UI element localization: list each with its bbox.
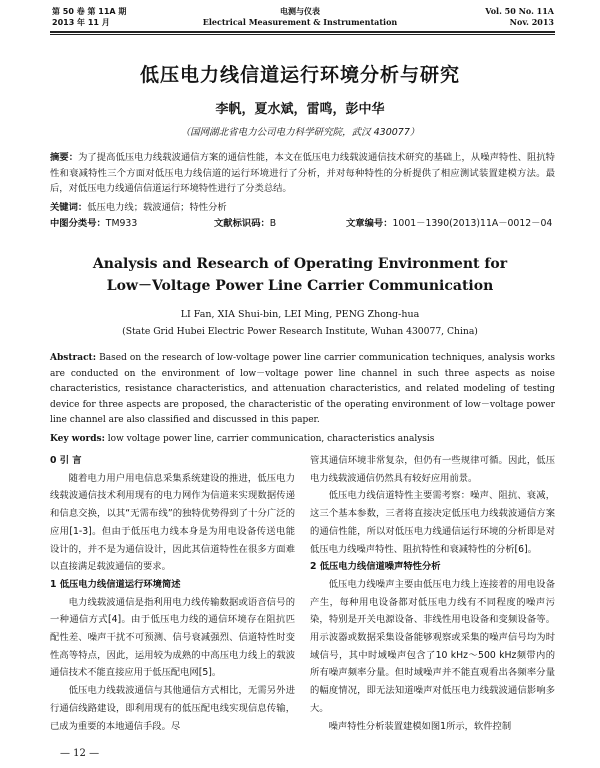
keywords-en-label: Key words: — [50, 434, 105, 444]
header-rule — [50, 31, 555, 33]
section-0-heading: 0 引 言 — [50, 455, 82, 466]
section-1-paragraph-2: 低压电力线载波通信与其他通信方式相比，无需另外进行通信线路建设，即利用现有的低压配电线实现信息传输，已成为重要的本地通信手段。尽 — [50, 685, 295, 732]
journal-name-cn: 电测与仪表 — [280, 7, 320, 16]
section-1-paragraph-2-continued: 管其通信环境非常复杂，但仍有一些规律可循。因此，低压电力线载波通信仍然具有较好应用前景。 — [310, 455, 555, 484]
clc-value: TM933 — [105, 218, 138, 229]
section-2-paragraph-1: 低压电力线噪声主要由低压电力线上连接着的用电设备产生，每种用电设备都对低压电力线有不同程度的噪声污染，特别是开关电源设备、非线性用电设备和变频设备等。用示波器或数据采集设备能够观察或采集的噪声信号均为时域信号，其中时域噪声包含了10 kHz～500 kHz频带内的所有噪声频率分量。但时域噪声并不能直观看出各频率分量的幅度情况，即无法知道噪声对低压电力线载波通信影响多大。 — [310, 578, 555, 714]
abstract-cn-label: 摘要： — [50, 152, 79, 163]
article-no-value: 1001－1390(2013)11A－0012－04 — [392, 218, 553, 229]
doc-code-label: 文献标识码： — [214, 218, 270, 229]
body-left-column — [50, 452, 295, 735]
section-1-heading: 1 低压电力线信道运行环境简述 — [50, 578, 181, 590]
paper-title-en-line1: Analysis and Research of Operating Environment for — [92, 256, 508, 272]
paper-title-cn: 低压电力线信道运行环境分析与研究 — [139, 64, 460, 86]
intro-paragraph: 随着电力用户用电信息采集系统建设的推进，低压电力线载波通信技术利用现有的电力网作为信道来实现数据传递和信息交换，以其“无需布线”的独特优势得到了十分广泛的应用[1-3]。但由于低压电力线本身是为用电设备传送电能设计的，并不是为通信设计，因此其信道特性在很多方面难以直接满足载波通信的要求。 — [50, 472, 295, 573]
issue-info-right: Vol. 50 No. 11A — [485, 6, 554, 16]
abstract-cn — [50, 150, 555, 197]
authors-en: LI Fan, XIA Shui-bin, LEI Ming, PENG Zhong-hua — [180, 309, 420, 320]
keywords-en — [50, 432, 555, 448]
section-2-paragraph-2: 噪声特性分析装置建模如图1所示，软件控制 — [328, 720, 512, 732]
affiliation-cn: （国网湖北省电力公司电力科学研究院，武汉 430077） — [180, 127, 420, 138]
clc-label: 中图分类号： — [50, 218, 106, 229]
issue-date-left: 2013 年 11 月 — [52, 18, 110, 27]
section-1-paragraph-1: 电力线载波通信是指利用电力线传输数据或语音信号的一种通信方式[4]。由于低压电力线的通信环境存在阻抗匹配性差、噪声干扰不可预测、信号衰减强烈、信道特性时变性高等特点，因此，运用较为成熟的中高压电力线上的载波通信技术不能直接应用于低压配电网[5]。 — [50, 596, 295, 679]
section-1-paragraph-3: 低压电力线信道特性主要需考察：噪声、阻抗、衰减，这三个基本参数，三者将直接决定低压电力线载波通信方案的通信性能，所以对低压电力线通信运行环境的分析即是对低压电力线噪声特性、阻抗特性和衰减特性的分析[6]。 — [310, 490, 555, 555]
paper-title-en-line2: Low－Voltage Power Line Carrier Communication — [106, 278, 494, 294]
affiliation-en: (State Grid Hubei Electric Power Research Institute, Wuhan 430077, China) — [122, 326, 478, 337]
abstract-en — [50, 351, 555, 429]
authors-cn: 李帆，夏水斌，雷鸣，彭中华 — [215, 102, 385, 117]
section-2-heading: 2 低压电力线信道噪声特性分析 — [310, 561, 441, 573]
keywords-cn-label: 关键词： — [50, 202, 88, 213]
issue-date-right: Nov. 2013 — [509, 17, 554, 27]
page-number: — 12 — — [60, 748, 100, 759]
keywords-en-text: low voltage power line, carrier communication, characteristics analysis — [107, 434, 435, 444]
keywords-cn — [50, 200, 555, 216]
keywords-cn-text: 低压电力线；载波通信；特性分析 — [87, 202, 227, 213]
body-right-column — [310, 452, 555, 735]
doc-code-value: B — [269, 218, 277, 229]
article-no-label: 文章编号： — [346, 218, 393, 229]
abstract-en-label: Abstract: — [50, 353, 97, 363]
issue-info-left: 第 50 卷 第 11A 期 — [52, 7, 127, 16]
abstract-en-text: Based on the research of low-voltage power line carrier communication techniques, analysis works are conducted on the environment of low－voltage power line channel in such three aspects as noise characteristics, resistance characteristics, and attenuation characteristics, and related modeling of testing device for three aspects are proposed, the characteristic of the operating environment of low－voltage power line channel are also classified and discussed in this paper. — [50, 353, 555, 425]
abstract-cn-text: 为了提高低压电力线载波通信方案的通信性能，本文在低压电力线载波通信技术研究的基础上，从噪声特性、阻抗特性和衰减特性三个方面对低压电力线信道的运行环境进行了分析，并对每种特性的分析提供了相应测试装置建模方法。最后，对低压电力线通信信道运行环境特性进行了分类总结。 — [50, 152, 555, 194]
header-rule-thin — [50, 34, 555, 35]
journal-name-en: Electrical Measurement & Instrumentation — [202, 17, 398, 27]
